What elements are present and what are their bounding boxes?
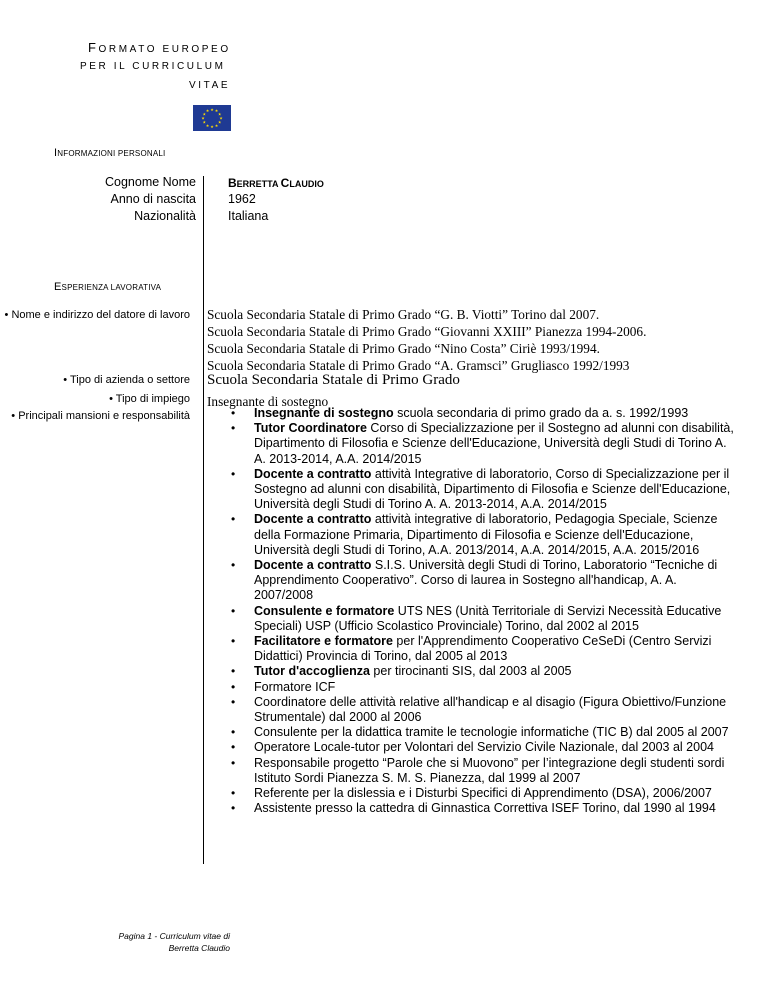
employer-line: Scuola Secondaria Statale di Primo Grado “Nino Costa” Ciriè 1993/1994. (207, 341, 600, 356)
duty-item (228, 634, 738, 664)
duty-text: Responsabile progetto “Parole che si Muovono” per l’integrazione degli studenti sordi Istituto Sordi Pianezza S. M. S. Pianezza, dal 1999 al 2007 (254, 755, 725, 785)
personal-info-heading (54, 147, 165, 159)
duty-role: Docente a contratto (254, 512, 372, 527)
job-type-label: • Tipo di impiego (109, 393, 190, 405)
eu-flag-icon (193, 105, 231, 131)
duty-role: Consulente e formatore (254, 603, 395, 618)
duty-text: Referente per la dislessia e i Disturbi Specifici di Apprendimento (DSA), 2006/2007 (254, 786, 712, 801)
title-initial: F (88, 40, 99, 55)
duty-item (228, 695, 738, 725)
title-rest: ORMATO EUROPEO (98, 44, 231, 55)
svg-text:★: ★ (217, 111, 222, 117)
document-title (88, 40, 231, 55)
svg-text:★: ★ (205, 108, 210, 114)
duty-item (228, 467, 738, 513)
svg-text:★: ★ (219, 115, 223, 121)
duty-item (228, 725, 738, 740)
duty-text: Formatore ICF (254, 679, 336, 694)
duties-label: • Principali mansioni e responsabilità (11, 410, 190, 422)
document-subtitle: PER IL CURRICULUM (80, 61, 226, 72)
svg-text:★: ★ (202, 119, 207, 125)
column-divider (203, 176, 204, 864)
job-type-value: Insegnante di sostegno (207, 394, 329, 409)
surname-initial: B (228, 176, 237, 190)
duty-text: per l'Apprendimento Cooperativo CeSeDi (Centro Servizi Didattici) Provincia di Torino, dal 2005 al 2013 (254, 634, 712, 664)
nationality-value: Italiana (228, 209, 269, 223)
duty-text: attività integrative di laboratorio, Pedagogia Speciale, Scienze della Formazione Primaria, Dipartimento di Filosofia e Scienze dell'Educazione, Università degli Studi di Torino, A.A. 2013/2014, A.A. 2014/2015, A.A. 2015/2016 (254, 512, 718, 557)
duty-item (228, 756, 738, 786)
duty-role: Facilitatore e formatore (254, 634, 393, 649)
duty-item (228, 558, 738, 604)
document-subtitle-vitae: VITAE (189, 80, 231, 91)
work-experience-heading (54, 281, 161, 293)
name-rest: LAUDIO (289, 179, 324, 189)
duty-role: Docente a contratto (254, 466, 372, 481)
footer-line: Berretta Claudio (168, 943, 230, 953)
heading-initial: I (54, 147, 58, 159)
duty-item (228, 801, 738, 816)
surname-name-label: Cognome Nome (104, 175, 196, 189)
duty-item (228, 680, 738, 695)
duty-text: Assistente presso la cattedra di Ginnastica Correttiva ISEF Torino, dal 1990 al 1994 (254, 801, 716, 816)
heading-rest: NFORMAZIONI PERSONALI (57, 149, 166, 158)
employer-line: Scuola Secondaria Statale di Primo Grado “Giovanni XXIII” Pianezza 1994-2006. (207, 324, 647, 339)
duty-item (228, 421, 738, 467)
duty-item (228, 786, 738, 801)
duty-item (228, 740, 738, 755)
name-initial: C (280, 176, 290, 190)
svg-text:★: ★ (202, 111, 207, 117)
duty-text: per tirocinanti SIS, dal 2003 al 2005 (369, 664, 572, 679)
svg-text:★: ★ (210, 124, 214, 129)
duty-item (228, 512, 738, 558)
duty-item (228, 604, 738, 634)
duty-role: Insegnante di sostegno (254, 406, 394, 420)
employer-line: Scuola Secondaria Statale di Primo Grado “G. B. Viotti” Torino dal 2007. (207, 307, 600, 322)
svg-text:★: ★ (214, 122, 219, 128)
duty-text: Operatore Locale-tutor per Volontari del Servizio Civile Nazionale, dal 2003 al 2004 (254, 740, 714, 755)
duty-role: Tutor Coordinatore (254, 421, 367, 436)
duty-text: Coordinatore delle attività relative all'handicap e al disagio (Figura Obiettivo/Funzione Strumentale) dal 2000 al 2006 (254, 694, 727, 725)
employer-list (207, 306, 646, 374)
duty-text: S.I.S. Università degli Studi di Torino, Laboratorio “Tecniche di Apprendimento Cooperativo”. Corso di laurea in Sostegno all'handicap, A. A. 2007/2008 (254, 558, 718, 603)
svg-text:★: ★ (217, 119, 222, 125)
birth-year-value: 1962 (228, 192, 256, 206)
footer-line: Pagina 1 - Curriculum vitae di (118, 931, 230, 941)
svg-text:★: ★ (214, 108, 219, 114)
surname-rest: ERRETTA (236, 179, 281, 189)
page-footer (74, 930, 230, 954)
duty-role: Docente a contratto (254, 558, 372, 573)
employer-label: • Nome e indirizzo del datore di lavoro (4, 309, 190, 321)
heading-initial: E (54, 281, 62, 293)
sector-value: Scuola Secondaria Statale di Primo Grado (207, 372, 460, 388)
nationality-label: Nazionalità (134, 209, 196, 223)
duty-text: scuola secondaria di primo grado da a. s. 1992/1993 (393, 406, 689, 420)
svg-text:★: ★ (210, 107, 214, 112)
duty-role: Tutor d'accoglienza (254, 664, 370, 679)
svg-text:★: ★ (205, 122, 210, 128)
duty-text: Consulente per la didattica tramite le tecnologie informatiche (TIC B) dal 2005 al 2007 (254, 725, 729, 740)
sector-label: • Tipo di azienda o settore (63, 374, 190, 386)
birth-year-label: Anno di nascita (110, 192, 196, 206)
heading-rest: SPERIENZA LAVORATIVA (61, 283, 162, 292)
duty-text: UTS NES (Unità Territoriale di Servizi Necessità Educative Speciali) USP (Ufficio Scolastico Provinciale) Torino, dal 2002 al 2015 (254, 603, 722, 633)
duty-item (228, 664, 738, 679)
duty-text: attività Integrative di laboratorio, Corso di Specializzazione per il Sostegno ad alunni con disabilità, Dipartimento di Filosofia e Scienze dell'Educazione, Università degli Studi di Torino A. A. 2013-2014, A.A. 2014/2015 (254, 466, 731, 512)
duties-list (228, 406, 738, 816)
duty-item (228, 406, 738, 421)
svg-text:★: ★ (201, 115, 205, 121)
duty-text: Corso di Specializzazione per il Sostegno ad alunni con disabilità, Dipartimento di Filosofia e Scienze dell'Educazione, Università degli Studi di Torino A. A. 2013-2014, A.A. 2014/2015 (254, 421, 734, 466)
employer-line: Scuola Secondaria Statale di Primo Grado “A. Gramsci” Grugliasco 1992/1993 (207, 358, 630, 373)
